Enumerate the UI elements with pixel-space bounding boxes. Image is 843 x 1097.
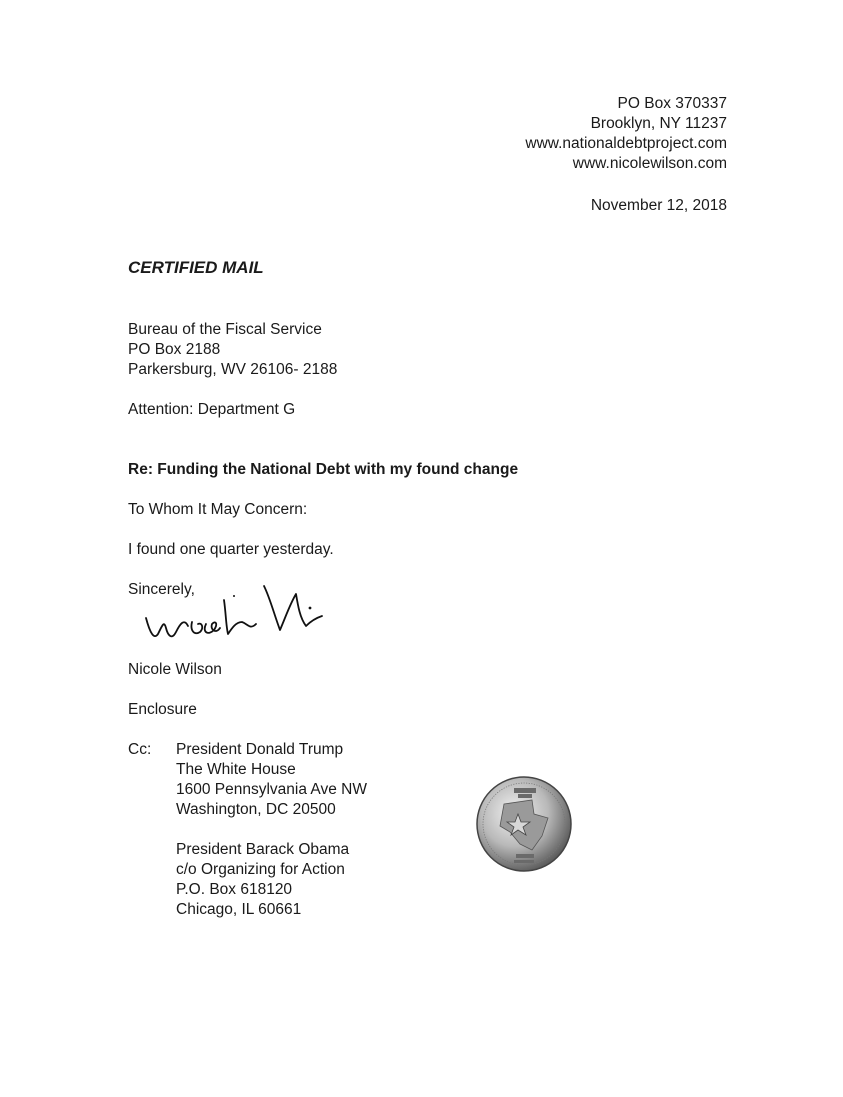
subject-line: Re: Funding the National Debt with my found change bbox=[128, 461, 519, 478]
letter-body: I found one quarter yesterday. bbox=[128, 541, 334, 558]
closing: Sincerely, bbox=[128, 581, 195, 598]
handwritten-signature bbox=[140, 578, 340, 648]
cc-label: Cc: bbox=[128, 741, 152, 758]
sender-address-line: PO Box 370337 bbox=[617, 95, 727, 112]
sender-website: www.nationaldebtproject.com bbox=[525, 135, 727, 152]
cc-recipient-name: President Donald Trump bbox=[176, 741, 344, 758]
recipient-name: Bureau of the Fiscal Service bbox=[128, 321, 322, 338]
signer-name: Nicole Wilson bbox=[128, 661, 222, 678]
sender-address-line: Brooklyn, NY 11237 bbox=[590, 115, 727, 132]
cc-recipient-name: President Barack Obama bbox=[176, 841, 350, 858]
cc-address-line: The White House bbox=[176, 761, 296, 778]
recipient-address-line: Parkersburg, WV 26106- 2188 bbox=[128, 361, 338, 378]
cc-address-line: 1600 Pennsylvania Ave NW bbox=[176, 781, 367, 798]
sender-address-block bbox=[525, 94, 727, 174]
salutation: To Whom It May Concern: bbox=[128, 501, 308, 518]
attention-line: Attention: Department G bbox=[128, 401, 296, 418]
cc-recipient bbox=[176, 840, 349, 920]
recipient-address-block bbox=[128, 320, 337, 380]
mail-type-heading: CERTIFIED MAIL bbox=[128, 258, 264, 277]
cc-address-line: c/o Organizing for Action bbox=[176, 861, 345, 878]
cc-address-line: P.O. Box 618120 bbox=[176, 881, 293, 898]
cc-recipient bbox=[176, 740, 367, 820]
enclosure-note: Enclosure bbox=[128, 701, 197, 718]
letter-date: November 12, 2018 bbox=[590, 197, 727, 214]
cc-address-line: Washington, DC 20500 bbox=[176, 801, 336, 818]
recipient-address-line: PO Box 2188 bbox=[128, 341, 221, 358]
quarter-coin-image bbox=[474, 774, 574, 874]
sender-website: www.nicolewilson.com bbox=[572, 155, 727, 172]
cc-address-line: Chicago, IL 60661 bbox=[176, 901, 302, 918]
